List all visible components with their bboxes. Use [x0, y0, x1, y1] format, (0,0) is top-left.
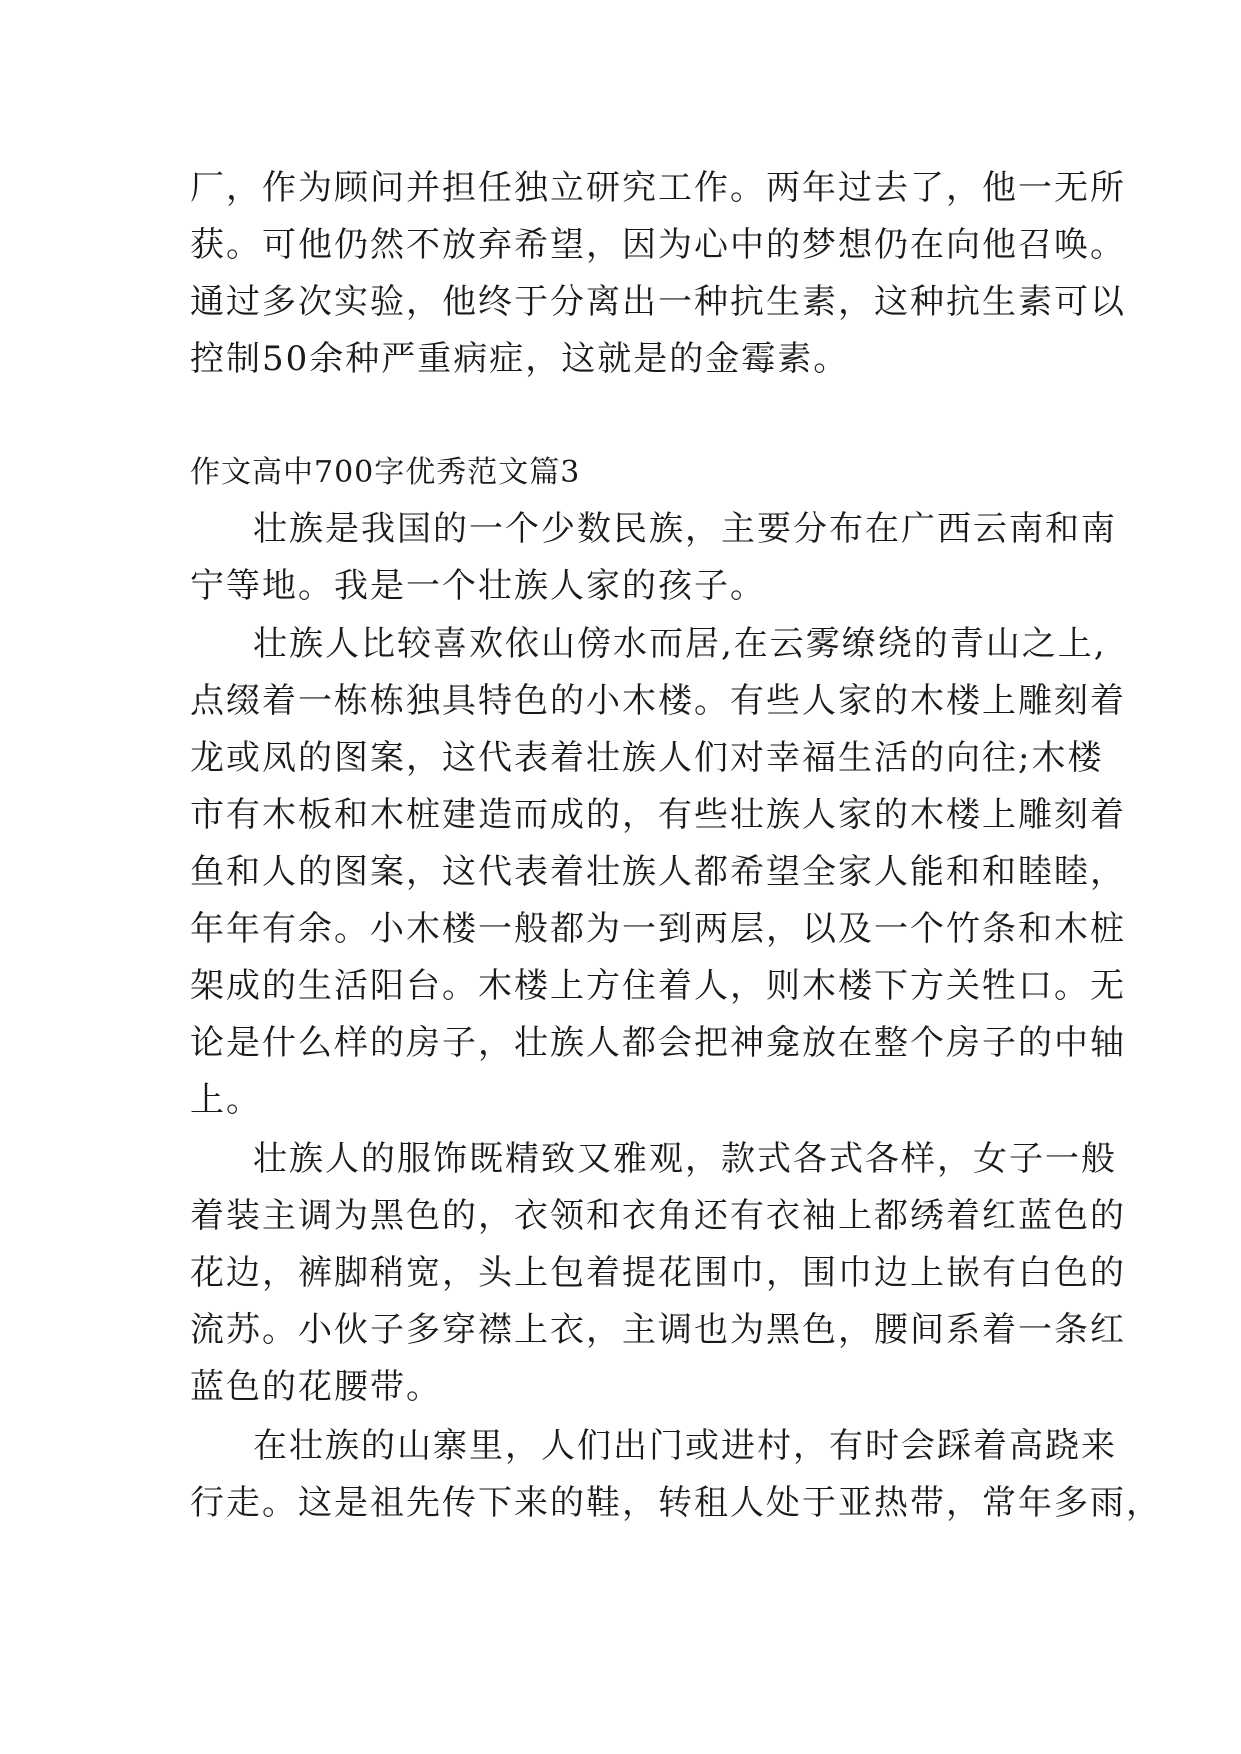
text-line: 流苏。小伙子多穿襟上衣，主调也为黑色，腰间系着一条红 — [190, 1310, 1126, 1350]
text-line: 壮族人的服饰既精致又雅观，款式各式各样，女子一般 — [253, 1139, 1117, 1179]
text-line: 壮族是我国的一个少数民族，主要分布在广西云南和南 — [253, 509, 1117, 549]
text-line: 获。可他仍然不放弃希望，因为心中的梦想仍在向他召唤。 — [190, 225, 1126, 265]
text-line: 在壮族的山寨里，人们出门或进村，有时会踩着高跷来 — [253, 1426, 1117, 1466]
text-line: 通过多次实验，他终于分离出一种抗生素，这种抗生素可以 — [190, 282, 1126, 322]
text-line: 壮族人比较喜欢依山傍水而居,在云雾缭绕的青山之上, — [253, 624, 1107, 664]
text-line: 花边，裤脚稍宽，头上包着提花围巾，围巾边上嵌有白色的 — [190, 1253, 1126, 1293]
section-title: 作文高中700字优秀范文篇3 — [190, 455, 581, 490]
text-line: 宁等地。我是一个壮族人家的孩子。 — [190, 566, 766, 606]
text-line: 蓝色的花腰带。 — [190, 1367, 442, 1407]
text-line: 控制50余种严重病症，这就是的金霉素。 — [190, 339, 850, 379]
text-line: 架成的生活阳台。木楼上方住着人，则木楼下方关牲口。无 — [190, 966, 1126, 1006]
text-line: 上。 — [190, 1080, 262, 1120]
text-line: 着装主调为黑色的，衣领和衣角还有衣袖上都绣着红蓝色的 — [190, 1196, 1126, 1236]
text-line: 市有木板和木桩建造而成的，有些壮族人家的木楼上雕刻着 — [190, 795, 1126, 835]
text-line: 龙或凤的图案，这代表着壮族人们对幸福生活的向往;木楼 — [190, 738, 1104, 778]
text-line: 行走。这是祖先传下来的鞋，转租人处于亚热带，常年多雨， — [190, 1483, 1162, 1523]
text-line: 厂，作为顾问并担任独立研究工作。两年过去了，他一无所 — [190, 168, 1126, 208]
text-line: 点缀着一栋栋独具特色的小木楼。有些人家的木楼上雕刻着 — [190, 681, 1126, 721]
text-line: 鱼和人的图案，这代表着壮族人都希望全家人能和和睦睦， — [190, 852, 1126, 892]
text-line: 论是什么样的房子，壮族人都会把神龛放在整个房子的中轴 — [190, 1023, 1126, 1063]
text-line: 年年有余。小木楼一般都为一到两层，以及一个竹条和木桩 — [190, 909, 1126, 949]
